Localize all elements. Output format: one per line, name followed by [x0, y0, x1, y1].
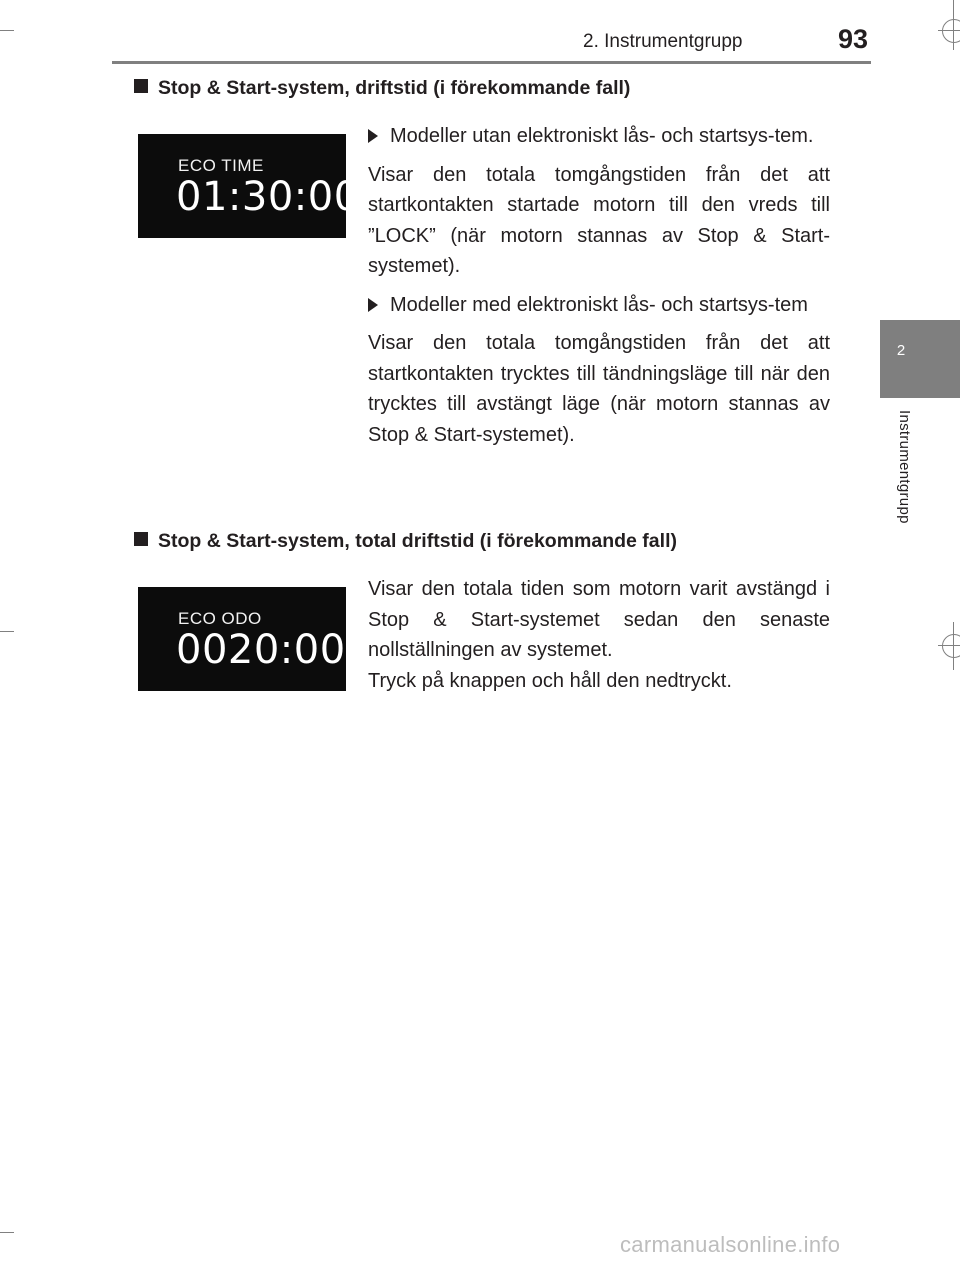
eco-time-display — [138, 134, 360, 238]
eco-time-value: 01:30:00 — [176, 174, 360, 220]
chapter-tab-label: Instrumentgrupp — [896, 410, 913, 524]
section1-text — [368, 121, 830, 450]
section-heading-driftstid — [134, 77, 630, 100]
bullet-with-smart-key — [368, 290, 830, 321]
page-number: 93 — [838, 24, 869, 54]
paragraph-idle-time-ignition: Visar den totala tomgångstiden från det att startkontakten trycktes till tändningsläge till när den trycktes till avstängt läge (när motorn stannas av Stop & Start-systemet). — [368, 332, 830, 446]
eco-time-label: ECO TIME — [178, 156, 264, 175]
eco-odo-label: ECO ODO — [178, 609, 262, 628]
chapter-title: 2. Instrumentgrupp — [583, 31, 743, 52]
section-heading-text: Stop & Start-system, total driftstid (i förekommande fall) — [158, 530, 677, 552]
bullet-text: Modeller utan elektroniskt lås- och startsys-tem. — [390, 125, 814, 147]
crop-mark-top-left — [0, 30, 14, 31]
crop-circle-mid-right — [942, 634, 960, 658]
crop-circle-top-right — [942, 19, 960, 43]
section2-text — [368, 574, 830, 696]
chapter-tab-number: 2 — [896, 342, 906, 359]
bullet-text: Modeller med elektroniskt lås- och startsys-tem — [390, 293, 808, 316]
section-heading-text: Stop & Start-system, driftstid (i förekommande fall) — [158, 77, 631, 99]
eco-odo-value: 0020:00 — [176, 627, 346, 673]
section-square-icon — [134, 532, 148, 546]
triangle-bullet-icon — [368, 298, 378, 312]
paragraph-total-stop-time: Visar den totala tiden som motorn varit avstängd i Stop & Start-systemet sedan den senaste nollställningen av systemet. — [368, 578, 830, 661]
crop-mark-bottom-left — [0, 1232, 14, 1233]
chapter-tab — [880, 320, 960, 398]
section-square-icon — [134, 79, 148, 93]
header-divider — [112, 61, 871, 64]
crop-mark-mid-left — [0, 631, 14, 632]
watermark: carmanualsonline.info — [620, 1232, 841, 1257]
triangle-bullet-icon — [368, 129, 378, 143]
section-heading-total-driftstid — [134, 530, 677, 553]
paragraph-reset-instruction: Tryck på knappen och håll den nedtryckt. — [368, 669, 732, 692]
paragraph-idle-time-lock: Visar den totala tomgångstiden från det att startkontakten startade motorn till den vreds till ”LOCK” (när motorn stannas av Stop & Start-systemet). — [368, 163, 830, 277]
bullet-without-smart-key — [368, 121, 830, 152]
eco-odo-display — [138, 587, 346, 691]
